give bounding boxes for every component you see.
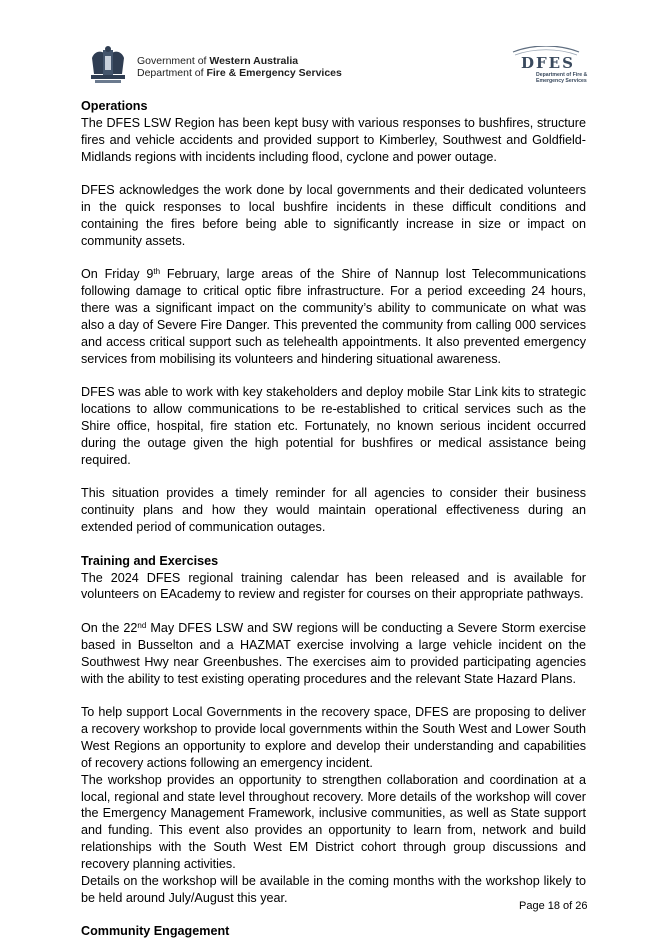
paragraph: Details on the workshop will be available in the coming months with the workshop likely to be held around July/August this year. [81, 873, 586, 905]
section-heading-operations: Operations [81, 99, 148, 113]
section-heading-training: Training and Exercises [81, 553, 219, 568]
paragraph: The workshop provides an opportunity to strengthen collaboration and coordination at a local, regional and state level throughout recovery. More details of the workshop will cover the Emergency Management Framework, inclusive communities, as well as State support and funding. This event also provides an opportunity to learn from, network and build relationships with the South West EM District cohort through group discussions and recovery planning activities. [81, 772, 586, 871]
paragraph: This situation provides a timely reminder for all agencies to consider their business continuity plans and how they would maintain operational effectiveness during an extended period of communication outages. [81, 486, 586, 535]
section-heading-community: Community Engagement [81, 924, 230, 939]
paragraph: The DFES LSW Region has been kept busy with various responses to bushfires, structure fires and vehicle accidents and provided support to Kimberley, Southwest and Goldfield-Midlands regions with incidents including flood, cyclone and power outage. [81, 115, 586, 164]
paragraph: DFES was able to work with key stakeholders and deploy mobile Star Link kits to strategic locations to allow communications to be re-established to critical services such as the Shire office, hospital, fire station etc. Fortunately, no known serious incident occurred during the outage given the high potential for bushfires or medical assistance being required. [81, 385, 586, 467]
dfes-wordmark: DFES [521, 54, 575, 72]
page-header [0, 0, 666, 92]
dfes-subtitle: Department of Fire & Emergency Services [536, 72, 588, 84]
paragraph: The 2024 DFES regional training calendar has been released and is available for volunteers on EAcademy to review and register for courses on their appropriate pathways. [81, 570, 586, 602]
paragraph: DFES acknowledges the work done by local governments and their dedicated volunteers in the quick responses to local bushfire incidents in these difficult conditions and containing the fires before being able to significantly increase in size or impact on community assets. [81, 183, 586, 248]
government-department-title: Government of Western Australia Department of Fire & Emergency Services [137, 55, 342, 79]
paragraph: On Friday 9th February, large areas of the Shire of Nannup lost Telecommunications following damage to critical optic fibre infrastructure. For a period exceeding 24 hours, there was a significant impact on the community’s ability to communicate on what was also a day of Severe Fire Danger. This prevented the community from calling 000 services and access critical support such as telehealth appointments. It also prevented emergency services from mobilising its volunteers and hindering situational awareness. [81, 267, 586, 366]
wa-government-crest-icon [86, 44, 130, 86]
paragraph: On the 22nd May DFES LSW and SW regions will be conducting a Severe Storm exercise based in Busselton and a HAZMAT exercise involving a large vehicle incident on the Southwest Hwy near Greenbushes. The exercises aim to provided participating agencies with the ability to test existing operating procedures and the relevant State Hazard Plans. [81, 621, 586, 686]
document-body [81, 98, 586, 940]
page-number: Page 18 of 26 [519, 900, 588, 912]
paragraph: To help support Local Governments in the recovery space, DFES are proposing to deliver a recovery workshop to provide local governments within the South West and Lower South West Regions an opportunity to explore and develop their understanding and capabilities of recovery actions following an emergency incident. [81, 705, 586, 770]
